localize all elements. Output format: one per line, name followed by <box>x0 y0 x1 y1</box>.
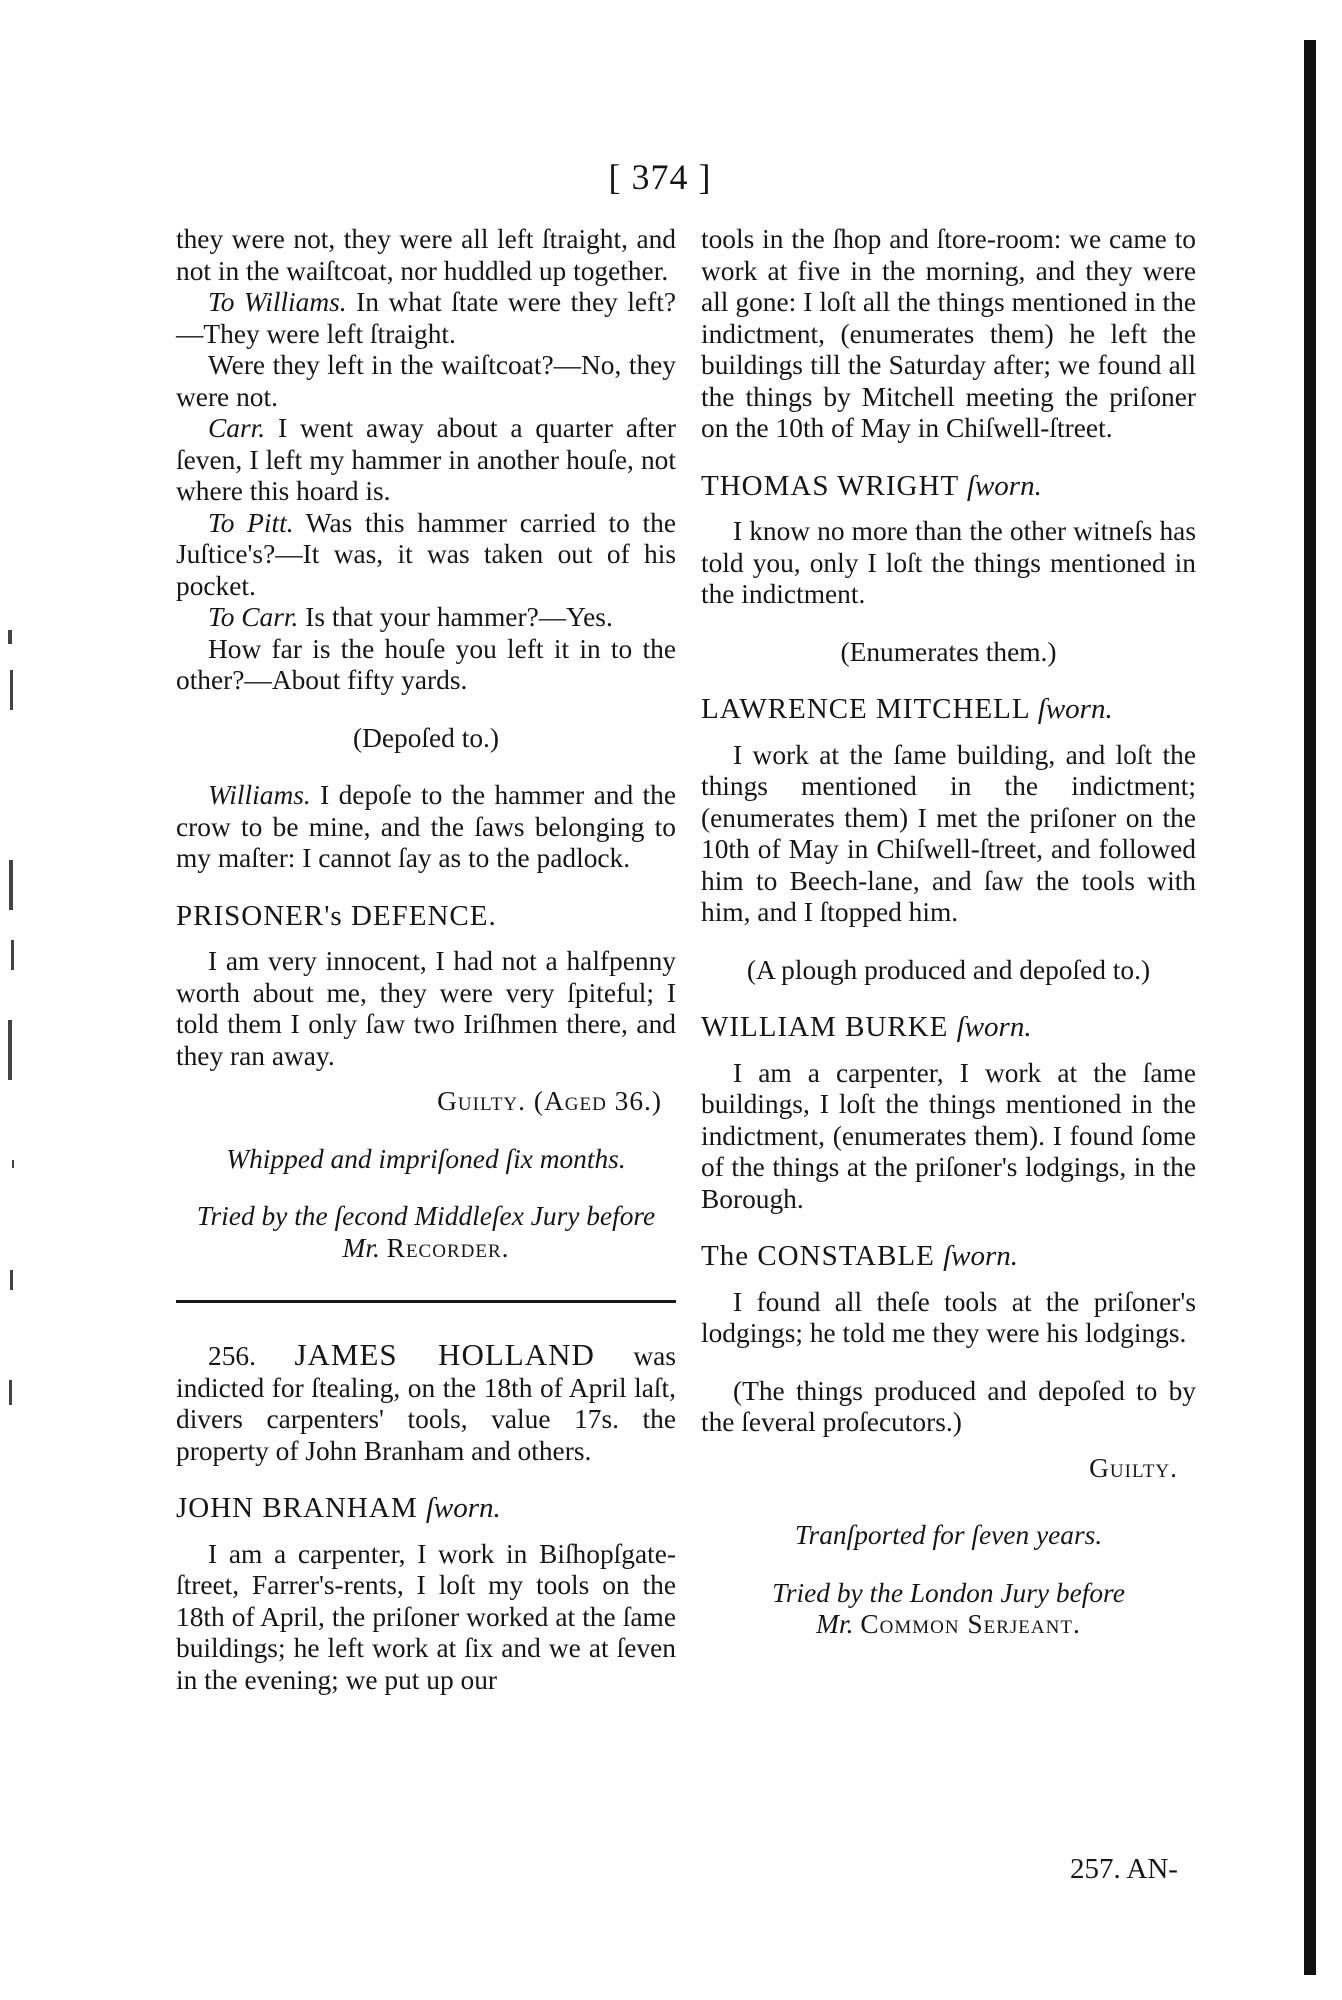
enumerates-note: (Enumerates them.) <box>840 636 1057 667</box>
tried-line <box>701 1609 1196 1641</box>
paragraph-text: I depoſe to the hammer and the crow to be mine, and the ſaws belonging to my maſter: I cannot ſay as to the padlock. <box>176 780 676 873</box>
witness-name: JOHN BRANHAM <box>176 1492 418 1524</box>
case-paragraph <box>176 1339 676 1467</box>
sworn-label: ſworn. <box>425 1492 501 1524</box>
witness-testimony: I know no more than the other witneſs has told you, only I loſt the things mentioned in the indictment. <box>701 516 1196 609</box>
judge-title: Recorder. <box>386 1232 510 1263</box>
tried-line: Tried by the ſecond Middleſex Jury before <box>196 1201 656 1231</box>
defence-text: I am very innocent, I had not a halfpenny worth about me, they were very ſpiteful; I told them I only ſaw two Iriſhmen there, and they ran away. <box>176 946 676 1071</box>
paragraph <box>176 508 676 603</box>
speaker-label: To Pitt. <box>208 507 294 538</box>
paragraph-text: Was this hammer carried to the Juſtice's?—It was, it was taken out of his pocket. <box>176 507 677 601</box>
paragraph <box>176 287 676 350</box>
things-produced-note: (The things produced and depoſed to by the ſeveral proſecutors.) <box>701 1375 1196 1437</box>
sentence: Whipped and impriſoned ſix months. <box>226 1143 626 1174</box>
tried-line: Tried by the London Jury before <box>772 1577 1125 1608</box>
page-edge-shadow <box>1304 40 1316 1975</box>
witness-name: LAWRENCE MITCHELL <box>701 693 1030 725</box>
paragraph-text: In what ſtate were they left?—They were left ſtraight. <box>176 287 676 349</box>
tried-line <box>176 1233 676 1265</box>
paragraph-text: I went away about a quarter after ſeven, I left my hammer in another houſe, not where this hoard is. <box>176 413 676 506</box>
verdict: Guilty. (Aged 36.) <box>437 1086 662 1116</box>
sworn-label: ſworn. <box>956 1011 1032 1043</box>
paragraph: tools in the ſhop and ſtore-room: we came to work at five in the morning, and they were all gone: I loſt all the things mentioned in the indictment, (enumerates them) he left the buildings till the Saturday after; we found all the things by Mitchell meeting the priſoner on the 10th of May in Chiſwell-ſtreet. <box>701 224 1196 443</box>
paragraph-text: Is that your hammer?—Yes. <box>305 602 613 632</box>
deposed-note: (Depoſed to.) <box>352 722 500 753</box>
witness-heading <box>701 1241 1196 1273</box>
witness-testimony: I am a carpenter, I work at the ſame buildings, I loſt the things mentioned in the indictment, (enumerates them). I found ſome of the things at the priſoner's lodgings, in the Borough. <box>701 1057 1196 1214</box>
paragraph <box>176 602 676 634</box>
speaker-label: Carr. <box>208 413 266 443</box>
case-name: JAMES HOLLAND <box>294 1337 595 1372</box>
witness-name: THOMAS WRIGHT <box>701 469 959 502</box>
case-number: 256. <box>208 1341 256 1371</box>
paragraph <box>176 780 676 875</box>
left-margin-specks <box>0 400 30 1400</box>
speaker-label: To Carr. <box>208 602 299 632</box>
witness-name: The CONSTABLE <box>701 1240 935 1272</box>
paragraph: How far is the houſe you left it in to the other?—About fifty yards. <box>176 633 676 695</box>
sworn-label: ſworn. <box>966 469 1042 502</box>
sworn-label: ſworn. <box>1037 693 1113 725</box>
witness-heading <box>701 471 1196 503</box>
right-column <box>701 224 1196 1641</box>
verdict: Guilty. <box>1089 1452 1178 1483</box>
speaker-label: Williams. <box>208 780 311 810</box>
witness-heading <box>701 694 1196 726</box>
witness-testimony: I am a carpenter, I work in Biſhopſgate-ſtreet, Farrer's-rents, I loſt my tools on the 18th of April, the priſoner worked at the ſame buildings; he left work at ſix and we at ſeven in the evening; we put up our <box>176 1538 676 1695</box>
case-text: was indicted for ſtealing, on the 18th of April laſt, divers carpenters' tools, value 17s. the property of John Branham and others. <box>176 1341 676 1466</box>
witness-heading <box>701 1012 1196 1044</box>
witness-name: WILLIAM BURKE <box>701 1011 949 1043</box>
speaker-label: To Williams. <box>208 287 347 317</box>
catchword: 257. AN- <box>1070 1853 1178 1885</box>
paragraph: Were they left in the waiſtcoat?—No, they were not. <box>176 350 676 412</box>
witness-testimony: I work at the ſame building, and loſt the things mentioned in the indictment; (enumerates them) I met the priſoner on the 10th of May in Chiſwell-ſtreet, and followed him to Beech-lane, and ſaw the tools with him, and I ſtopped him. <box>701 739 1196 927</box>
witness-heading <box>176 1493 676 1525</box>
sworn-label: ſworn. <box>943 1240 1018 1272</box>
judge-title: Common Serjeant. <box>860 1609 1081 1639</box>
paragraph: they were not, they were all left ſtraight, and not in the waiſtcoat, nor huddled up together. <box>176 224 676 286</box>
title-prefix: Mr. <box>342 1232 380 1263</box>
title-prefix: Mr. <box>816 1609 854 1639</box>
paragraph <box>176 413 676 508</box>
witness-testimony: I found all theſe tools at the priſoner's lodgings; he told me they were his lodgings. <box>701 1286 1196 1348</box>
left-column <box>176 224 676 1696</box>
plough-note: (A plough produced and depoſed to.) <box>746 954 1151 985</box>
sentence: Tranſported for ſeven years. <box>794 1520 1103 1550</box>
page-number: [ 374 ] <box>608 157 712 197</box>
defence-heading: PRISONER's DEFENCE. <box>176 899 497 932</box>
